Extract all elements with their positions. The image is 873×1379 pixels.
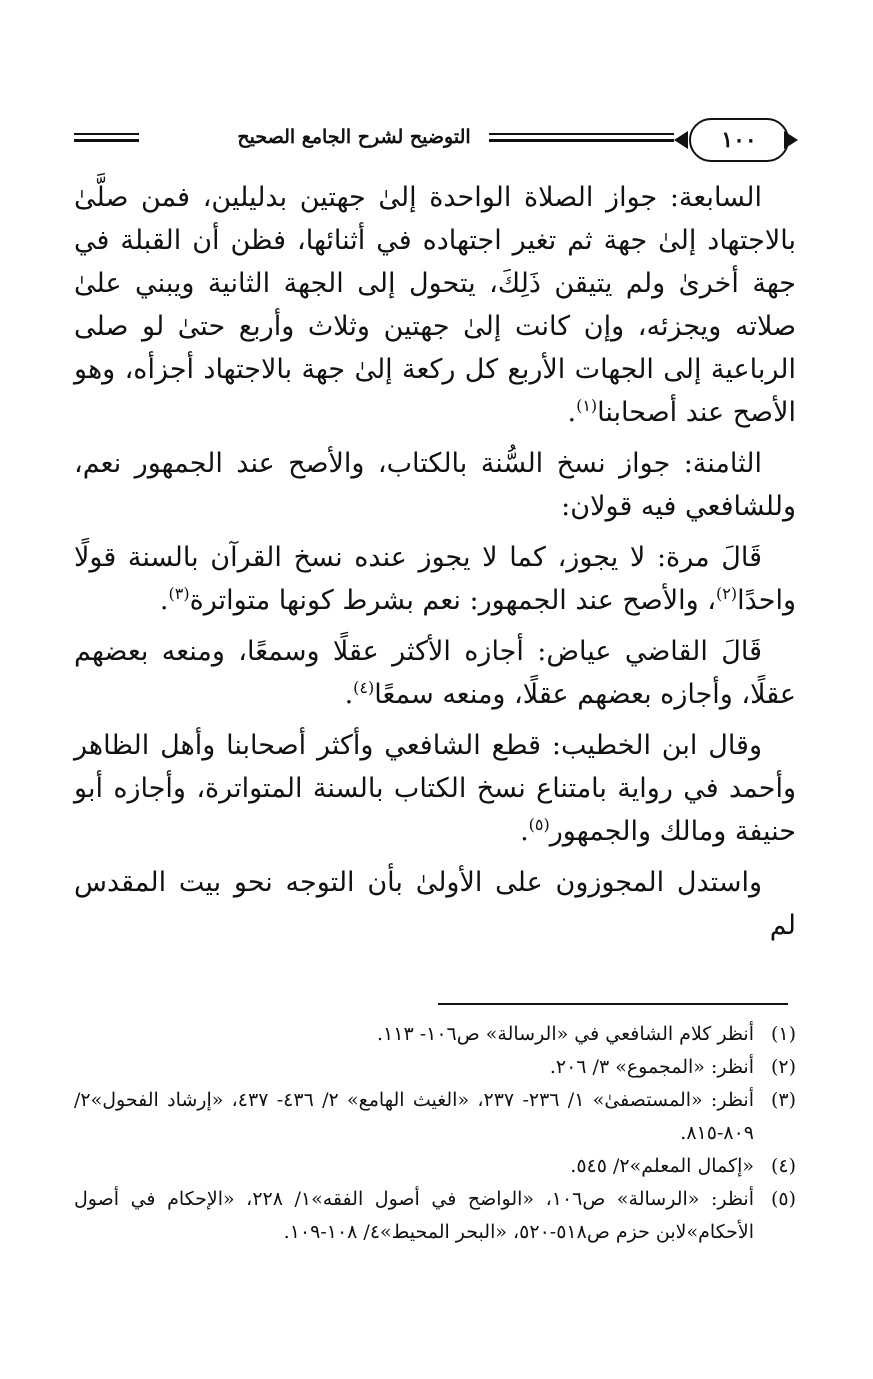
footnote-ref[interactable]: (٤) [353, 678, 375, 697]
footnote-number: (٤) [770, 1155, 796, 1177]
footnote [74, 1051, 796, 1084]
footnote-text: أنظر: «المستصفىٰ» ١/ ٢٣٦- ٢٣٧، «الغيث الهامع» ٢/ ٤٣٦- ٤٣٧، «إرشاد الفحول»٢/ ٨٠٩-٨١٥. [74, 1089, 754, 1144]
footnote-ref[interactable]: (١) [576, 396, 598, 415]
book-title: التوضيح لشرح الجامع الصحيح [237, 126, 471, 148]
footnote-ref[interactable]: (٢) [716, 584, 738, 603]
page-number-ornament [674, 131, 688, 149]
footnote [74, 1084, 796, 1150]
footnotes [74, 1018, 796, 1249]
paragraph: وقال ابن الخطيب: قطع الشافعي وأكثر أصحابنا وأهل الظاهر وأحمد في رواية بامتناع نسخ الكتاب بالسنة المتواترة، وأجازه أبو حنيفة ومالك والجمهور$^{(٥)}$. [74, 730, 796, 847]
footnote [74, 1018, 796, 1051]
footnote-ref[interactable]: (٥) [528, 815, 550, 834]
footnote-number: (٣) [770, 1089, 796, 1111]
main-text [74, 176, 796, 947]
header-rule-left [74, 133, 139, 135]
header-rule-left [74, 139, 139, 142]
paragraph: قَالَ مرة: لا يجوز، كما لا يجوز عنده نسخ القرآن بالسنة قولًا واحدًا$^{(٢)}$، والأصح عند الجمهور: نعم بشرط كونها متواترة$^{(٣)}$. [74, 542, 796, 616]
footnote-number: (١) [770, 1023, 796, 1045]
header-rule-middle [489, 133, 674, 135]
paragraph: واستدل المجوزون على الأولىٰ بأن التوجه نحو بيت المقدس لم [74, 867, 796, 941]
footnote-number: (٥) [770, 1188, 796, 1210]
footnote-separator [438, 1003, 788, 1005]
footnote [74, 1150, 796, 1183]
footnote-text: أنظر كلام الشافعي في «الرسالة» ص١٠٦- ١١٣. [376, 1023, 754, 1045]
paragraph: قَالَ القاضي عياض: أجازه الأكثر عقلًا وسمعًا، ومنعه بعضهم عقلًا، وأجازه بعضهم عقلًا، ومنعه سمعًا$^{(٤)}$. [74, 636, 796, 710]
footnote-number: (٢) [770, 1056, 796, 1078]
header-rule-middle [489, 139, 674, 142]
paragraph: الثامنة: جواز نسخ السُّنة بالكتاب، والأصح عند الجمهور نعم، وللشافعي فيه قولان: [74, 448, 796, 522]
footnote-ref[interactable]: (٣) [168, 584, 190, 603]
footnote-text: أنظر: «المجموع» ٣/ ٢٠٦. [549, 1056, 754, 1078]
paragraph: السابعة: جواز الصلاة الواحدة إلىٰ جهتين بدليلين، فمن صلَّىٰ بالاجتهاد إلىٰ جهة ثم تغير اجتهاده في أثنائها، فظن أن القبلة في جهة أخرىٰ ولم يتيقن ذَلِكَ، يتحول إلى الجهة الثانية ويبني علىٰ صلاته ويجزئه، وإن كانت إلىٰ جهتين وثلاث وأربع حتىٰ لو صلى الرباعية إلى الجهات الأربع كل ركعة إلىٰ جهة بالاجتهاد أجزأه، وهو الأصح عند أصحابنا$^{(١)}$. [74, 182, 796, 428]
page-number-ornament [784, 131, 798, 149]
footnote [74, 1183, 796, 1249]
footnote-text: أنظر: «الرسالة» ص١٠٦، «الواضح في أصول الفقه»١/ ٢٢٨، «الإحكام في أصول الأحكام»لابن حزم ص٥١٨-٥٢٠، «البحر المحيط»٤/ ١٠٨-١٠٩. [74, 1188, 754, 1243]
running-header [74, 116, 796, 168]
page-number: ١٠٠ [689, 118, 789, 162]
footnote-text: «إكمال المعلم»٢/ ٥٤٥. [570, 1155, 754, 1177]
